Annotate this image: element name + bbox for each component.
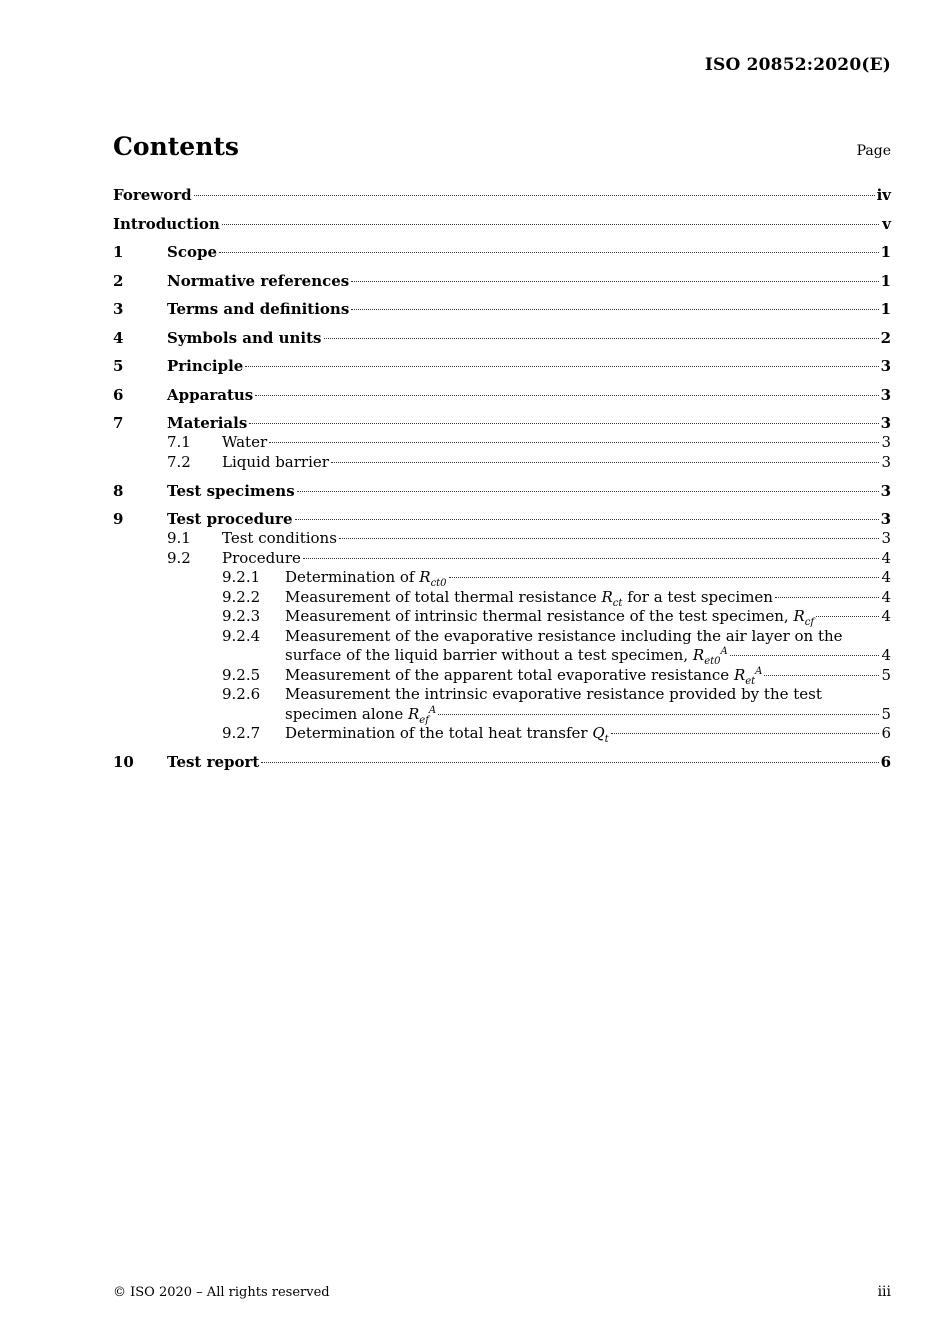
toc-entry-title: Foreword bbox=[113, 186, 192, 204]
toc-entry-title: Test procedure bbox=[167, 510, 293, 528]
toc-entry-number: 9.2.2 bbox=[222, 587, 261, 606]
toc-entry-title: Test conditions bbox=[222, 529, 337, 547]
toc-entry-title: Determination of the total heat transfer $Q_t$ bbox=[285, 724, 609, 745]
toc-entry-title-line1: Measurement of the evaporative resistance including the air layer on the bbox=[285, 626, 843, 645]
toc-entry-title: Symbols and units bbox=[167, 328, 322, 347]
toc-entry-test-procedure[interactable] bbox=[113, 509, 891, 529]
toc-entry-page: 4 bbox=[881, 587, 891, 606]
toc-entry-number: 4 bbox=[113, 328, 124, 347]
dot-leader bbox=[449, 577, 879, 578]
symbol: R bbox=[793, 607, 805, 625]
toc-entry-page: iv bbox=[876, 186, 891, 204]
toc-entry-page: 3 bbox=[881, 452, 891, 471]
toc-entry-title: Scope bbox=[167, 243, 218, 261]
toc-entry-number: 9.2.3 bbox=[222, 607, 261, 625]
toc-entry-page: 1 bbox=[880, 300, 891, 318]
symbol-superscript: A bbox=[720, 646, 728, 657]
toc-entry-normative-references[interactable] bbox=[113, 271, 891, 291]
symbol-subscript: et bbox=[745, 675, 756, 687]
symbol-superscript: A bbox=[755, 665, 763, 677]
dot-leader bbox=[303, 558, 879, 559]
toc-entry-title-line1: Measurement the intrinsic evaporative resistance provided by the test bbox=[285, 685, 822, 703]
dot-leader bbox=[611, 733, 879, 734]
toc-entry-page: 5 bbox=[881, 665, 891, 684]
symbol-subscript: et0 bbox=[704, 656, 721, 667]
toc-entry-number: 10 bbox=[113, 753, 134, 771]
toc-entry-intrinsic-evaporative-resistance[interactable] bbox=[113, 685, 891, 724]
toc-entry-title: Measurement of intrinsic thermal resistance of the test specimen, $R_{cf}$ bbox=[285, 607, 815, 628]
toc-entry-title: Test report bbox=[167, 753, 260, 771]
symbol-subscript: ct bbox=[612, 597, 623, 609]
toc-entry-number: 7 bbox=[113, 414, 124, 432]
symbol-subscript: cf bbox=[804, 617, 815, 628]
dot-leader bbox=[324, 338, 879, 339]
toc-entry-foreword[interactable] bbox=[113, 185, 891, 205]
dot-leader bbox=[245, 366, 878, 367]
toc-entry-number: 9 bbox=[113, 510, 124, 528]
dot-leader bbox=[438, 714, 879, 715]
dot-leader bbox=[194, 195, 875, 196]
toc-entry-number: 9.2 bbox=[167, 548, 191, 567]
toc-entry-title: Determination of $R_{ct0}$ bbox=[285, 568, 447, 589]
toc-entry-evaporative-resistance-air-layer[interactable] bbox=[113, 627, 891, 666]
toc-entry-number: 9.1 bbox=[167, 529, 191, 547]
page-column-label: Page bbox=[856, 143, 891, 159]
toc-entry-number: 8 bbox=[113, 481, 124, 500]
document-identifier: ISO 20852:2020(E) bbox=[704, 55, 891, 75]
toc-entry-intrinsic-thermal-resistance[interactable] bbox=[113, 607, 891, 627]
toc-entry-title: Measurement of the apparent total evaporative resistance $R_{et}^A$ bbox=[285, 665, 763, 687]
toc-entry-test-specimens[interactable] bbox=[113, 481, 891, 501]
toc-entry-title-line2: surface of the liquid barrier without a test specimen, $R_{et0}^A$ bbox=[285, 646, 728, 667]
dot-leader bbox=[255, 395, 878, 396]
toc-entry-title: Introduction bbox=[113, 214, 220, 233]
toc-entry-number: 9.2.6 bbox=[222, 685, 261, 703]
toc-entry-page: 6 bbox=[881, 724, 891, 742]
dot-leader bbox=[297, 491, 879, 492]
toc-entry-title: Test specimens bbox=[167, 481, 295, 500]
dot-leader bbox=[222, 224, 879, 225]
toc-entry-number: 9.2.7 bbox=[222, 724, 261, 742]
dot-leader bbox=[339, 538, 879, 539]
toc-entry-number: 9.2.4 bbox=[222, 626, 261, 645]
toc-entry-number: 9.2.1 bbox=[222, 568, 261, 586]
toc-entry-test-conditions[interactable] bbox=[113, 529, 891, 549]
dot-leader bbox=[249, 423, 878, 424]
toc-entry-page: 4 bbox=[881, 607, 891, 625]
toc-entry-title: Measurement of total thermal resistance $R_{ct}$ for a test specimen bbox=[285, 587, 773, 609]
toc-entry-terms-and-definitions[interactable] bbox=[113, 299, 891, 319]
toc-entry-materials[interactable] bbox=[113, 413, 891, 433]
dot-leader bbox=[816, 616, 879, 617]
symbol: R bbox=[408, 704, 420, 723]
toc-entry-page: 4 bbox=[881, 568, 891, 586]
dot-leader bbox=[351, 309, 878, 310]
dot-leader bbox=[764, 675, 879, 676]
toc-entry-title: Liquid barrier bbox=[222, 452, 329, 471]
symbol-superscript: A bbox=[428, 704, 437, 716]
toc-entry-title: Materials bbox=[167, 414, 248, 432]
toc-entry-number: 7.1 bbox=[167, 433, 191, 451]
toc-entry-page: 4 bbox=[881, 646, 891, 664]
toc-entry-procedure[interactable] bbox=[113, 549, 891, 569]
toc-entry-page: 1 bbox=[880, 243, 891, 261]
toc-entry-total-heat-transfer[interactable] bbox=[113, 724, 891, 744]
toc-entry-number: 6 bbox=[113, 385, 124, 404]
table-of-contents bbox=[113, 185, 891, 772]
dot-leader bbox=[295, 519, 879, 520]
toc-entry-page: 2 bbox=[880, 328, 891, 347]
toc-entry-page: 6 bbox=[880, 753, 891, 771]
dot-leader bbox=[269, 442, 879, 443]
toc-entry-page: 3 bbox=[880, 510, 891, 528]
toc-entry-title-line2: specimen alone $R_{ef}^A$ bbox=[285, 704, 437, 726]
toc-entry-number: 1 bbox=[113, 243, 124, 261]
dot-leader bbox=[730, 655, 879, 656]
symbol-subscript: ef bbox=[419, 714, 429, 726]
toc-entry-number: 5 bbox=[113, 357, 124, 375]
toc-entry-number: 9.2.5 bbox=[222, 665, 261, 684]
toc-entry-determination-rct0[interactable] bbox=[113, 568, 891, 588]
symbol: R bbox=[419, 568, 431, 586]
contents-heading: Contents bbox=[113, 132, 240, 161]
toc-entry-page: 3 bbox=[880, 385, 891, 404]
toc-entry-liquid-barrier[interactable] bbox=[113, 453, 891, 473]
toc-entry-apparatus[interactable] bbox=[113, 385, 891, 405]
toc-entry-page: 3 bbox=[880, 414, 891, 432]
toc-entry-page: 5 bbox=[881, 704, 891, 723]
symbol: R bbox=[692, 646, 705, 664]
toc-entry-introduction[interactable] bbox=[113, 214, 891, 234]
symbol: Q bbox=[592, 724, 605, 742]
dot-leader bbox=[775, 597, 879, 598]
symbol-subscript: t bbox=[604, 734, 609, 745]
symbol: R bbox=[733, 665, 746, 684]
toc-entry-page: 1 bbox=[880, 271, 891, 290]
toc-entry-page: 3 bbox=[880, 481, 891, 500]
symbol: R bbox=[601, 587, 613, 606]
symbol-subscript: ct0 bbox=[430, 578, 447, 589]
toc-entry-page: 3 bbox=[880, 357, 891, 375]
dot-leader bbox=[219, 252, 879, 253]
toc-entry-number: 7.2 bbox=[167, 452, 191, 471]
toc-entry-scope[interactable] bbox=[113, 242, 891, 262]
toc-entry-title: Terms and definitions bbox=[167, 300, 350, 318]
toc-entry-number: 3 bbox=[113, 300, 124, 318]
toc-entry-water[interactable] bbox=[113, 433, 891, 453]
toc-entry-page: 3 bbox=[881, 529, 891, 547]
toc-entry-title: Procedure bbox=[222, 548, 301, 567]
toc-entry-number: 2 bbox=[113, 271, 124, 290]
toc-entry-page: v bbox=[882, 214, 891, 233]
toc-entry-page: 4 bbox=[881, 548, 891, 567]
dot-leader bbox=[351, 281, 878, 282]
page-number: iii bbox=[877, 1284, 891, 1300]
dot-leader bbox=[331, 462, 879, 463]
toc-entry-apparent-evaporative-resistance[interactable] bbox=[113, 666, 891, 686]
copyright-notice: © ISO 2020 – All rights reserved bbox=[113, 1285, 330, 1300]
toc-entry-title: Apparatus bbox=[167, 385, 254, 404]
toc-entry-title: Water bbox=[222, 433, 268, 451]
toc-entry-title: Principle bbox=[167, 357, 244, 375]
toc-entry-title: Normative references bbox=[167, 271, 350, 290]
toc-entry-principle[interactable] bbox=[113, 356, 891, 376]
toc-entry-symbols-and-units[interactable] bbox=[113, 328, 891, 348]
dot-leader bbox=[261, 762, 878, 763]
toc-entry-test-report[interactable] bbox=[113, 752, 891, 772]
toc-entry-page: 3 bbox=[881, 433, 891, 451]
toc-entry-total-thermal-resistance[interactable] bbox=[113, 588, 891, 608]
